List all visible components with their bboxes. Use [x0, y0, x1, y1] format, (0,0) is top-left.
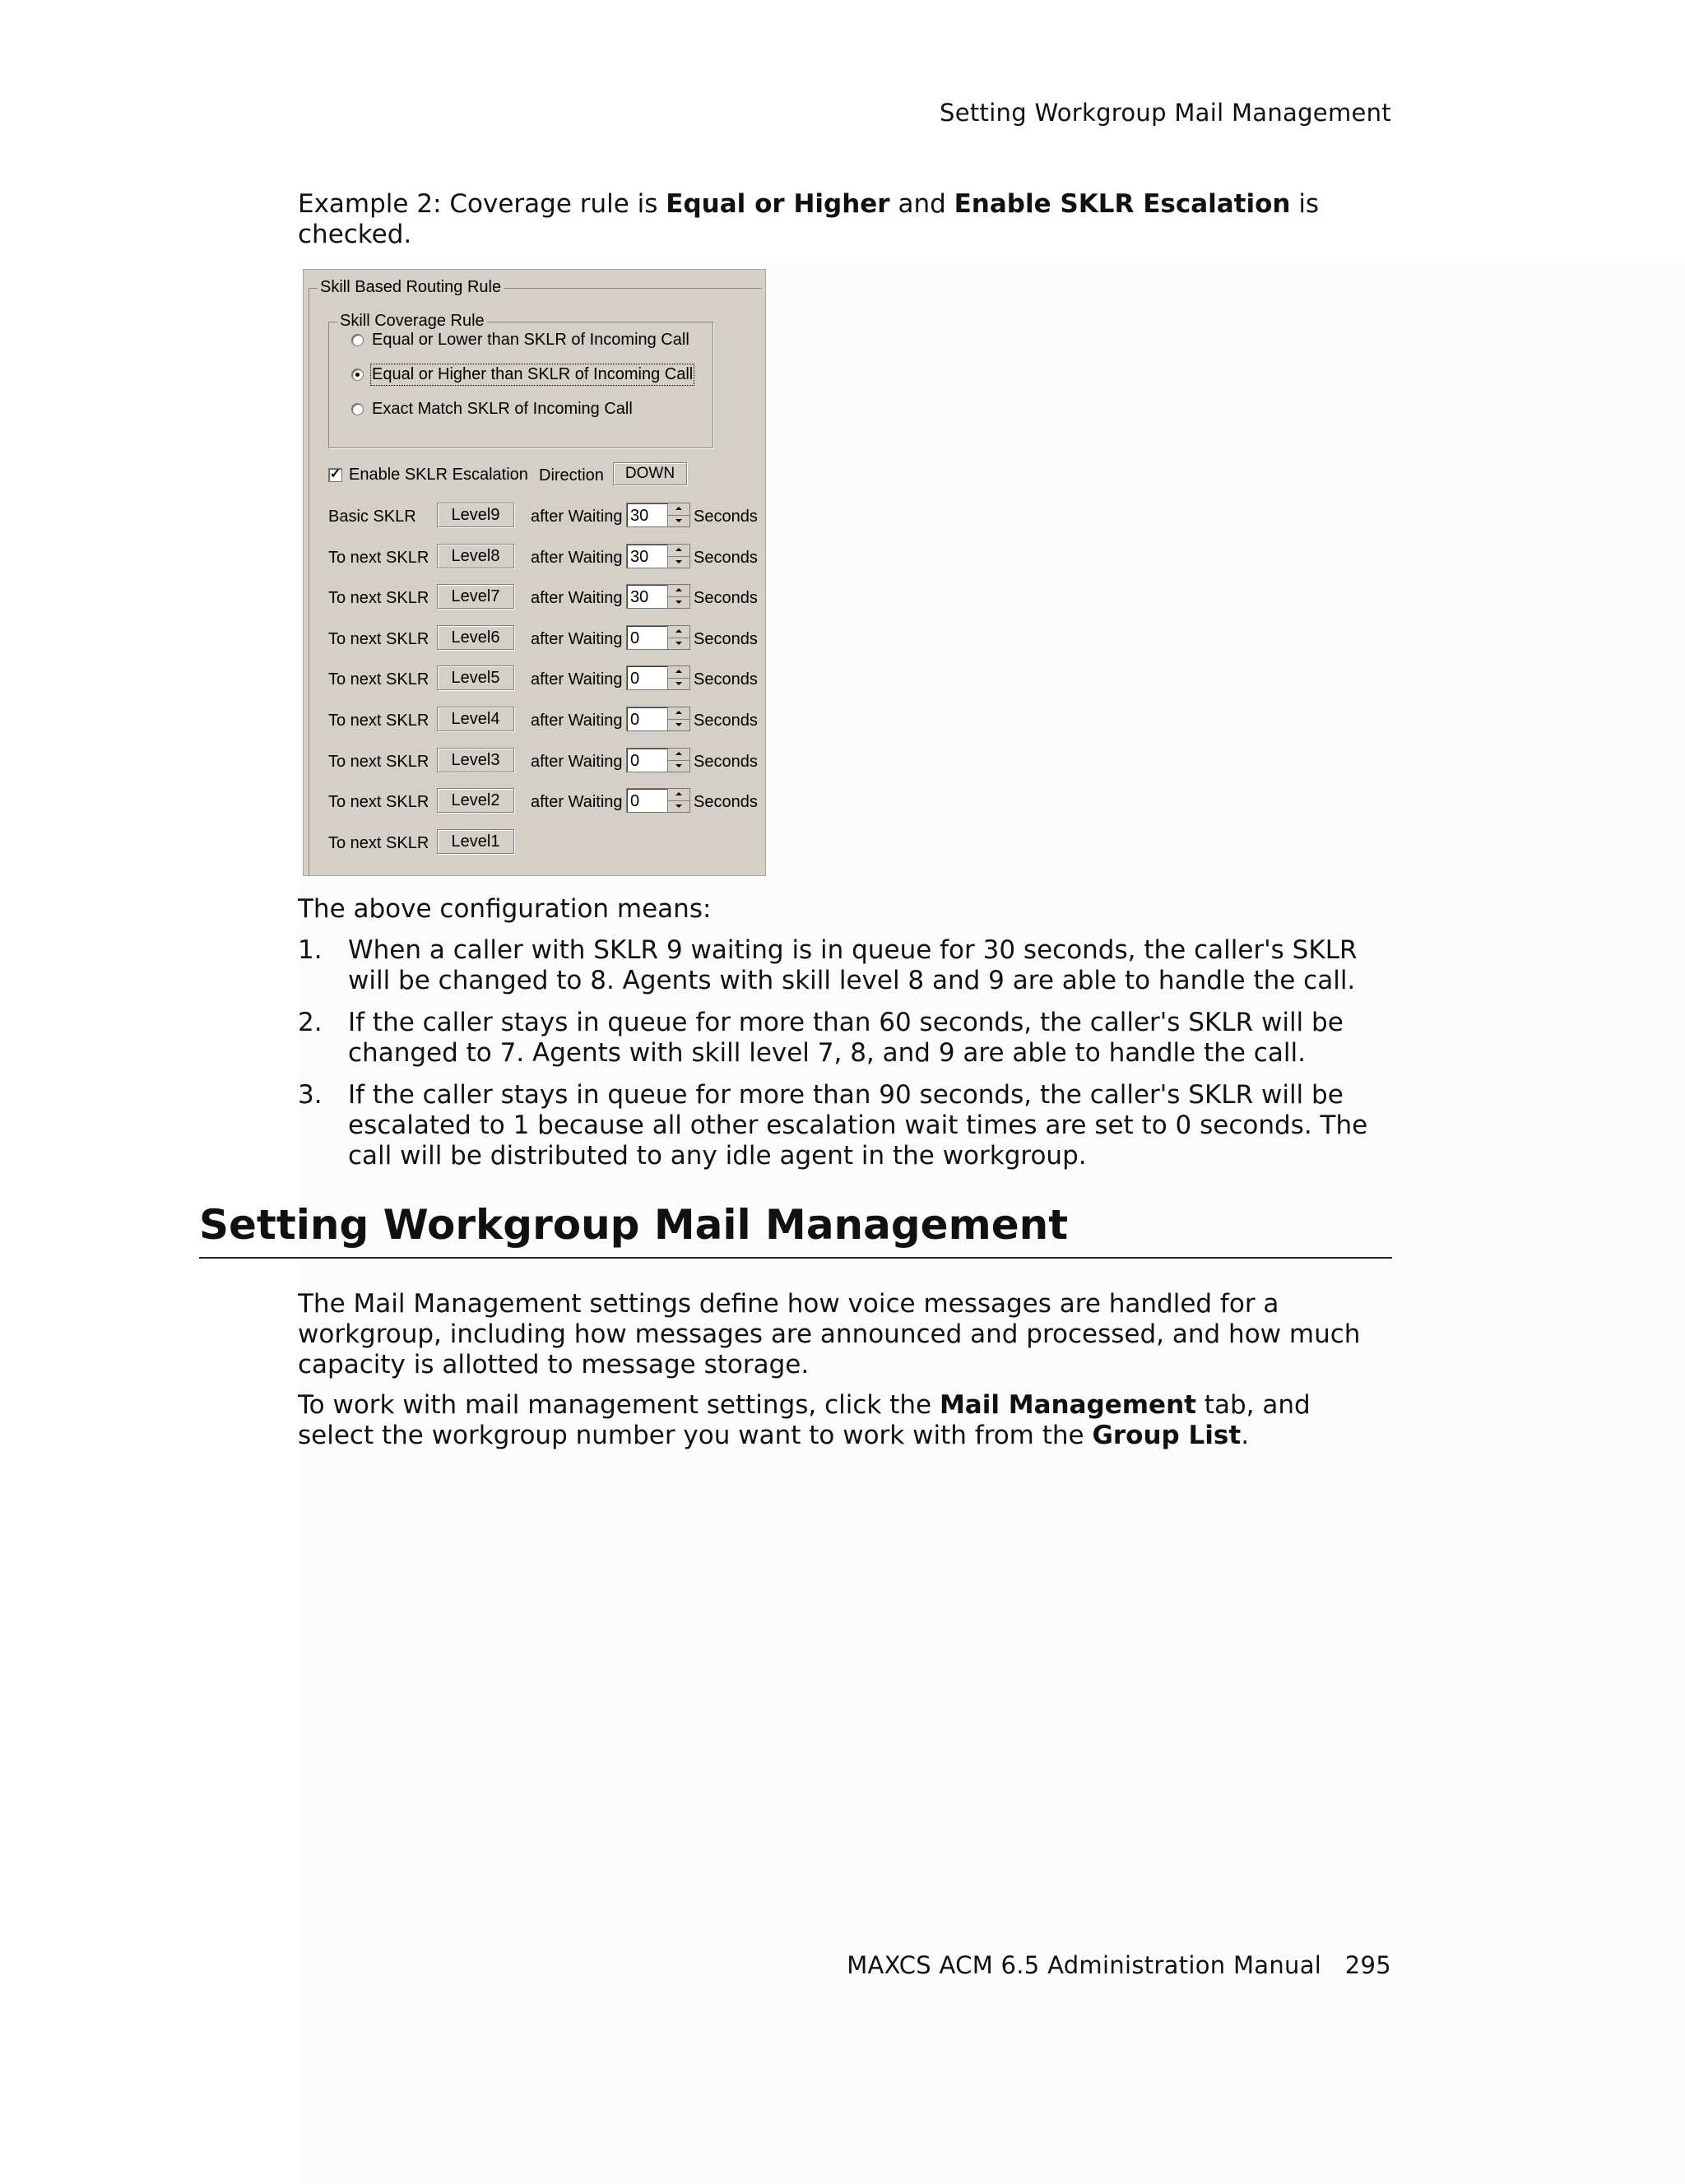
list-text: When a caller with SKLR 9 waiting is in queue for 30 seconds, the caller's SKLR will be changed to 8. Agents with skill level 8 and 9 are able to handle the call.	[348, 935, 1358, 995]
sklr-row	[328, 788, 756, 816]
wait-seconds-spinner[interactable]	[626, 544, 690, 568]
seconds-label: Seconds	[694, 589, 758, 608]
list-text: If the caller stays in queue for more than 90 seconds, the caller's SKLR will be escalated to 1 because all other escalation wait times are set to 0 seconds. The call will be distributed to any idle agent in the workgroup.	[348, 1080, 1368, 1171]
example-prefix: Example 2: Coverage rule is	[298, 189, 666, 219]
spinner-buttons	[667, 545, 689, 568]
sklr-row	[328, 665, 756, 693]
list-item	[298, 935, 1392, 996]
level-field[interactable]: Level7	[437, 584, 514, 609]
level-field[interactable]: Level6	[437, 625, 514, 650]
coverage-option[interactable]	[351, 400, 633, 419]
wait-seconds-value: 0	[630, 751, 640, 770]
sklr-row-label: To next SKLR	[328, 670, 429, 689]
wait-seconds-spinner[interactable]	[626, 665, 690, 690]
after-waiting-label: after Waiting	[531, 629, 623, 648]
sklr-row-label: To next SKLR	[328, 833, 429, 852]
wait-seconds-value: 30	[630, 507, 649, 525]
sklr-row-label: To next SKLR	[328, 712, 429, 730]
mail-management-tab-ref: Mail Management	[939, 1390, 1196, 1420]
sklr-row-label: Basic SKLR	[328, 508, 416, 526]
level-field[interactable]: Level3	[437, 748, 514, 772]
spin-up-icon[interactable]	[668, 585, 689, 597]
spin-up-icon[interactable]	[668, 545, 689, 557]
radio-button[interactable]	[351, 403, 364, 415]
level-field[interactable]: Level2	[437, 788, 514, 813]
config-list	[298, 935, 1392, 1183]
running-header: Setting Workgroup Mail Management	[940, 99, 1391, 127]
wait-seconds-value: 30	[630, 588, 649, 607]
example-suffix: is checked.	[298, 189, 1320, 249]
after-waiting-label: after Waiting	[531, 508, 623, 526]
direction-label: Direction	[539, 466, 604, 485]
spinner-buttons	[667, 789, 689, 812]
para2-prefix: To work with mail management settings, click the	[298, 1390, 940, 1420]
level-field[interactable]: Level4	[437, 707, 514, 731]
skill-coverage-title: Skill Coverage Rule	[337, 312, 487, 331]
wait-seconds-value: 30	[630, 547, 649, 566]
wait-seconds-spinner[interactable]	[626, 625, 690, 650]
wait-seconds-spinner[interactable]	[626, 503, 690, 527]
sklr-row-label: To next SKLR	[328, 629, 429, 648]
footer-manual: MAXCS ACM 6.5 Administration Manual	[847, 1951, 1322, 1979]
coverage-option[interactable]	[351, 331, 689, 350]
wait-seconds-spinner[interactable]	[626, 707, 690, 731]
spinner-buttons	[667, 707, 689, 730]
sklr-row-label: To next SKLR	[328, 589, 429, 608]
mail-management-instructions	[298, 1390, 1392, 1451]
page-number: 295	[1344, 1951, 1391, 1979]
after-waiting-label: after Waiting	[531, 670, 623, 689]
coverage-option[interactable]	[351, 365, 693, 384]
sklr-row	[328, 707, 756, 735]
seconds-label: Seconds	[694, 629, 758, 648]
spin-down-icon[interactable]	[668, 596, 689, 608]
after-waiting-label: after Waiting	[531, 712, 623, 730]
seconds-label: Seconds	[694, 508, 758, 526]
spinner-buttons	[667, 626, 689, 649]
spin-up-icon[interactable]	[668, 626, 689, 638]
coverage-option-label: Equal or Higher than SKLR of Incoming Call	[372, 365, 694, 383]
config-intro: The above configuration means:	[298, 894, 712, 924]
wait-seconds-spinner[interactable]	[626, 748, 690, 772]
wait-seconds-value: 0	[630, 628, 640, 647]
footer	[847, 1951, 1391, 1979]
level-field[interactable]: Level9	[437, 503, 514, 527]
spin-down-icon[interactable]	[668, 760, 689, 772]
spin-down-icon[interactable]	[668, 638, 689, 649]
radio-button[interactable]	[351, 369, 364, 381]
spin-up-icon[interactable]	[668, 707, 689, 720]
sklr-row	[328, 625, 756, 653]
spin-up-icon[interactable]	[668, 666, 689, 679]
seconds-label: Seconds	[694, 712, 758, 730]
after-waiting-label: after Waiting	[531, 548, 623, 567]
direction-field[interactable]: DOWN	[613, 462, 687, 485]
sklr-row	[328, 829, 756, 857]
mail-management-description: The Mail Management settings define how voice messages are handled for a workgroup, including how messages are announced and processed, and how much capacity is allotted to message storage.	[298, 1289, 1361, 1379]
list-item	[298, 1080, 1392, 1171]
escalation-checkbox[interactable]: ✓	[329, 467, 341, 481]
coverage-option-label: Exact Match SKLR of Incoming Call	[372, 400, 633, 418]
wait-seconds-value: 0	[630, 792, 640, 811]
spin-down-icon[interactable]	[668, 515, 689, 526]
after-waiting-label: after Waiting	[531, 752, 623, 771]
example-caption	[298, 189, 1392, 250]
level-field[interactable]: Level8	[437, 544, 514, 568]
wait-seconds-value: 0	[630, 670, 640, 689]
spin-up-icon[interactable]	[668, 503, 689, 516]
sklr-row-label: To next SKLR	[328, 548, 429, 567]
seconds-label: Seconds	[694, 752, 758, 771]
sklr-row	[328, 544, 756, 572]
level-field[interactable]: Level5	[437, 665, 514, 690]
skill-based-routing-title: Skill Based Routing Rule	[318, 278, 504, 297]
sklr-dialog-screenshot	[303, 269, 766, 876]
list-item	[298, 1008, 1392, 1069]
spinner-buttons	[667, 503, 689, 526]
spin-down-icon[interactable]	[668, 556, 689, 568]
spin-up-icon[interactable]	[668, 789, 689, 801]
example-rule: Equal or Higher	[666, 189, 890, 219]
wait-seconds-value: 0	[630, 711, 640, 729]
spin-down-icon[interactable]	[668, 800, 689, 812]
radio-button[interactable]	[351, 334, 364, 346]
sklr-row-label: To next SKLR	[328, 793, 429, 812]
seconds-label: Seconds	[694, 670, 758, 689]
section-heading: Setting Workgroup Mail Management	[199, 1201, 1392, 1259]
list-number: 3.	[298, 1080, 323, 1110]
sklr-row-label: To next SKLR	[328, 752, 429, 771]
wait-seconds-spinner[interactable]	[626, 584, 690, 609]
list-number: 2.	[298, 1008, 323, 1037]
para2-middle: tab, and select the workgroup number you want to work with from the	[298, 1390, 1311, 1450]
example-middle: and	[889, 189, 954, 219]
seconds-label: Seconds	[694, 548, 758, 567]
coverage-option-label: Equal or Lower than SKLR of Incoming Call	[372, 331, 689, 349]
para2-suffix: .	[1241, 1421, 1250, 1450]
spinner-buttons	[667, 585, 689, 608]
after-waiting-label: after Waiting	[531, 589, 623, 608]
spinner-buttons	[667, 666, 689, 689]
list-text: If the caller stays in queue for more than 60 seconds, the caller's SKLR will be changed to 7. Agents with skill level 7, 8, and 9 are able to handle the call.	[348, 1008, 1344, 1068]
spin-up-icon[interactable]	[668, 749, 689, 761]
seconds-label: Seconds	[694, 793, 758, 812]
sklr-row	[328, 584, 756, 612]
sklr-row	[328, 503, 756, 531]
wait-seconds-spinner[interactable]	[626, 788, 690, 813]
spinner-buttons	[667, 749, 689, 772]
group-list-ref: Group List	[1092, 1421, 1242, 1450]
example-option: Enable SKLR Escalation	[954, 189, 1291, 219]
level-field[interactable]: Level1	[437, 829, 514, 854]
sklr-row	[328, 748, 756, 776]
list-number: 1.	[298, 935, 323, 965]
escalation-option[interactable]	[328, 466, 528, 485]
spin-down-icon[interactable]	[668, 719, 689, 730]
spin-down-icon[interactable]	[668, 678, 689, 689]
escalation-label: Enable SKLR Escalation	[349, 466, 528, 484]
after-waiting-label: after Waiting	[531, 793, 623, 812]
